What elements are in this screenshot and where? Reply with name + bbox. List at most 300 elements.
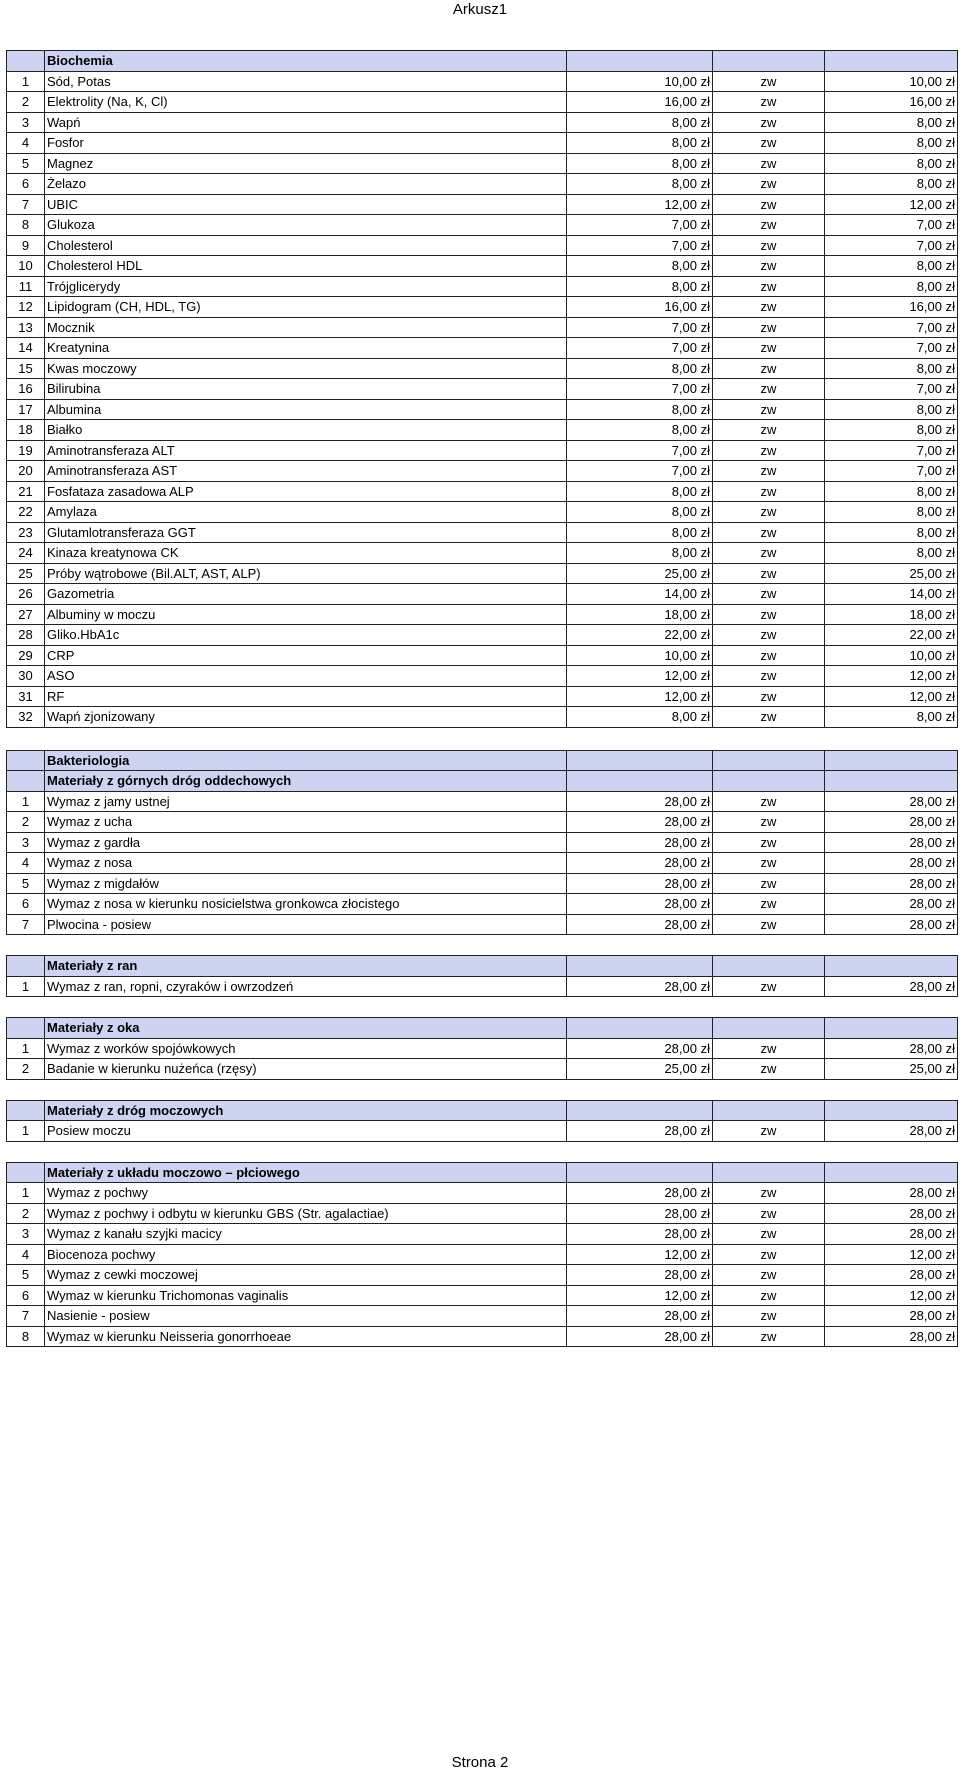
header-cell [567,771,713,792]
vat-rate: zw [713,440,825,461]
gross-price: 7,00 zł [825,317,958,338]
test-name: Żelazo [45,174,567,195]
gross-price: 8,00 zł [825,153,958,174]
test-name: Cholesterol HDL [45,256,567,277]
table-row [7,584,958,605]
vat-rate: zw [713,1244,825,1265]
row-number: 8 [7,215,45,236]
gross-price: 7,00 zł [825,338,958,359]
test-name: Fosfor [45,133,567,154]
table-row [7,686,958,707]
vat-rate: zw [713,543,825,564]
header-cell [567,1100,713,1121]
header-cell [825,1018,958,1039]
table-row [7,481,958,502]
row-number: 21 [7,481,45,502]
gross-price: 28,00 zł [825,1183,958,1204]
test-name: Wymaz z ran, ropni, czyraków i owrzodzeń [45,976,567,997]
table-row [7,461,958,482]
net-price: 8,00 zł [567,133,713,154]
net-price: 28,00 zł [567,1121,713,1142]
header-cell [825,1162,958,1183]
header-cell [713,1018,825,1039]
net-price: 28,00 zł [567,832,713,853]
gross-price: 28,00 zł [825,1306,958,1327]
gross-price: 28,00 zł [825,873,958,894]
net-price: 10,00 zł [567,645,713,666]
gross-price: 8,00 zł [825,543,958,564]
vat-rate: zw [713,174,825,195]
net-price: 8,00 zł [567,481,713,502]
table-row [7,1224,958,1245]
section-header-row [7,1162,958,1183]
vat-rate: zw [713,399,825,420]
vat-rate: zw [713,502,825,523]
gross-price: 28,00 zł [825,853,958,874]
header-cell [713,1162,825,1183]
vat-rate: zw [713,235,825,256]
table-row [7,604,958,625]
row-number: 26 [7,584,45,605]
row-number: 2 [7,1059,45,1080]
table-row [7,420,958,441]
row-number: 28 [7,625,45,646]
net-price: 28,00 zł [567,1306,713,1327]
net-price: 7,00 zł [567,379,713,400]
row-number: 2 [7,92,45,113]
test-name: Kwas moczowy [45,358,567,379]
test-name: Nasienie - posiew [45,1306,567,1327]
net-price: 28,00 zł [567,791,713,812]
gross-price: 7,00 zł [825,461,958,482]
vat-rate: zw [713,1326,825,1347]
table-row [7,133,958,154]
gross-price: 12,00 zł [825,666,958,687]
net-price: 28,00 zł [567,894,713,915]
test-name: Wapń [45,112,567,133]
test-name: Kinaza kreatynowa CK [45,543,567,564]
net-price: 7,00 zł [567,461,713,482]
table-row [7,502,958,523]
table-row [7,853,958,874]
section-table [6,1162,958,1348]
net-price: 12,00 zł [567,1244,713,1265]
gross-price: 28,00 zł [825,914,958,935]
gross-price: 28,00 zł [825,1121,958,1142]
test-name: Wymaz z jamy ustnej [45,791,567,812]
row-number: 19 [7,440,45,461]
net-price: 28,00 zł [567,873,713,894]
header-cell [825,51,958,72]
gross-price: 7,00 zł [825,379,958,400]
gross-price: 16,00 zł [825,297,958,318]
row-number: 2 [7,1203,45,1224]
net-price: 7,00 zł [567,338,713,359]
net-price: 28,00 zł [567,914,713,935]
row-number: 8 [7,1326,45,1347]
table-row [7,543,958,564]
header-cell [7,956,45,977]
table-row [7,976,958,997]
table-row [7,812,958,833]
net-price: 28,00 zł [567,1038,713,1059]
vat-rate: zw [713,1059,825,1080]
vat-rate: zw [713,317,825,338]
section-header-row [7,51,958,72]
table-row [7,1285,958,1306]
table-row [7,832,958,853]
test-name: Biocenoza pochwy [45,1244,567,1265]
table-row [7,914,958,935]
header-cell [7,750,45,771]
row-number: 30 [7,666,45,687]
vat-rate: zw [713,1285,825,1306]
row-number: 6 [7,174,45,195]
net-price: 8,00 zł [567,522,713,543]
gross-price: 7,00 zł [825,235,958,256]
net-price: 28,00 zł [567,1203,713,1224]
net-price: 8,00 zł [567,256,713,277]
table-row [7,71,958,92]
section-header-row [7,750,958,771]
vat-rate: zw [713,379,825,400]
net-price: 28,00 zł [567,1265,713,1286]
net-price: 8,00 zł [567,174,713,195]
row-number: 3 [7,832,45,853]
table-row [7,379,958,400]
table-row [7,194,958,215]
test-name: Fosfataza zasadowa ALP [45,481,567,502]
gross-price: 10,00 zł [825,71,958,92]
section-header-row [7,1018,958,1039]
net-price: 8,00 zł [567,153,713,174]
row-number: 7 [7,914,45,935]
net-price: 12,00 zł [567,666,713,687]
header-cell [567,1162,713,1183]
test-name: Cholesterol [45,235,567,256]
vat-rate: zw [713,832,825,853]
test-name: Próby wątrobowe (Bil.ALT, AST, ALP) [45,563,567,584]
gross-price: 8,00 zł [825,358,958,379]
row-number: 5 [7,873,45,894]
test-name: Aminotransferaza ALT [45,440,567,461]
test-name: Wymaz z migdałów [45,873,567,894]
gross-price: 28,00 zł [825,1265,958,1286]
row-number: 16 [7,379,45,400]
test-name: Badanie w kierunku nużeńca (rzęsy) [45,1059,567,1080]
row-number: 1 [7,1121,45,1142]
vat-rate: zw [713,276,825,297]
vat-rate: zw [713,976,825,997]
row-number: 7 [7,194,45,215]
net-price: 28,00 zł [567,1326,713,1347]
net-price: 18,00 zł [567,604,713,625]
test-name: Mocznik [45,317,567,338]
gross-price: 8,00 zł [825,481,958,502]
gross-price: 18,00 zł [825,604,958,625]
row-number: 13 [7,317,45,338]
row-number: 4 [7,1244,45,1265]
test-name: Wymaz w kierunku Trichomonas vaginalis [45,1285,567,1306]
test-name: Posiew moczu [45,1121,567,1142]
row-number: 7 [7,1306,45,1327]
vat-rate: zw [713,256,825,277]
gross-price: 14,00 zł [825,584,958,605]
vat-rate: zw [713,1203,825,1224]
gross-price: 28,00 zł [825,976,958,997]
gross-price: 7,00 zł [825,440,958,461]
net-price: 28,00 zł [567,976,713,997]
section-title: Materiały z dróg moczowych [45,1100,567,1121]
header-cell [7,51,45,72]
test-name: Albuminy w moczu [45,604,567,625]
row-number: 1 [7,1183,45,1204]
gross-price: 28,00 zł [825,894,958,915]
row-number: 14 [7,338,45,359]
row-number: 24 [7,543,45,564]
net-price: 14,00 zł [567,584,713,605]
row-number: 25 [7,563,45,584]
table-row [7,440,958,461]
table-row [7,1306,958,1327]
net-price: 28,00 zł [567,853,713,874]
row-number: 9 [7,235,45,256]
test-name: Lipidogram (CH, HDL, TG) [45,297,567,318]
vat-rate: zw [713,1121,825,1142]
row-number: 6 [7,1285,45,1306]
row-number: 29 [7,645,45,666]
section-table [6,50,958,728]
section-header-row [7,771,958,792]
row-number: 20 [7,461,45,482]
net-price: 16,00 zł [567,92,713,113]
row-number: 31 [7,686,45,707]
row-number: 1 [7,791,45,812]
table-row [7,1326,958,1347]
header-cell [825,771,958,792]
section-table [6,955,958,997]
vat-rate: zw [713,873,825,894]
test-name: Glutamlotransferaza GGT [45,522,567,543]
gross-price: 28,00 zł [825,1038,958,1059]
test-name: Wymaz z nosa w kierunku nosicielstwa gronkowca złocistego [45,894,567,915]
test-name: Glukoza [45,215,567,236]
test-name: RF [45,686,567,707]
test-name: Bilirubina [45,379,567,400]
section-header-row [7,956,958,977]
header-cell [567,956,713,977]
gross-price: 8,00 zł [825,112,958,133]
vat-rate: zw [713,812,825,833]
vat-rate: zw [713,894,825,915]
test-name: Wymaz z pochwy i odbytu w kierunku GBS (Str. agalactiae) [45,1203,567,1224]
test-name: Wapń zjonizowany [45,707,567,728]
vat-rate: zw [713,133,825,154]
header-cell [825,956,958,977]
table-row [7,1059,958,1080]
table-row [7,399,958,420]
page-footer: Strona 2 [451,1754,509,1771]
net-price: 7,00 zł [567,317,713,338]
gross-price: 28,00 zł [825,791,958,812]
test-name: Białko [45,420,567,441]
header-cell [7,771,45,792]
vat-rate: zw [713,1038,825,1059]
row-number: 3 [7,112,45,133]
vat-rate: zw [713,420,825,441]
section-title: Biochemia [45,51,567,72]
section-table [6,750,958,936]
row-number: 4 [7,133,45,154]
test-name: Kreatynina [45,338,567,359]
test-name: ASO [45,666,567,687]
table-row [7,563,958,584]
section-title: Materiały z układu moczowo – płciowego [45,1162,567,1183]
test-name: Wymaz z gardła [45,832,567,853]
net-price: 8,00 zł [567,276,713,297]
section-title: Materiały z ran [45,956,567,977]
row-number: 32 [7,707,45,728]
vat-rate: zw [713,481,825,502]
test-name: Wymaz z cewki moczowej [45,1265,567,1286]
table-row [7,1183,958,1204]
vat-rate: zw [713,645,825,666]
gross-price: 28,00 zł [825,1203,958,1224]
header-cell [567,1018,713,1039]
net-price: 12,00 zł [567,194,713,215]
gross-price: 8,00 zł [825,174,958,195]
net-price: 7,00 zł [567,440,713,461]
gross-price: 12,00 zł [825,194,958,215]
table-row [7,625,958,646]
test-name: UBIC [45,194,567,215]
header-cell [713,1100,825,1121]
net-price: 8,00 zł [567,543,713,564]
header-cell [713,956,825,977]
gross-price: 25,00 zł [825,1059,958,1080]
vat-rate: zw [713,461,825,482]
vat-rate: zw [713,522,825,543]
net-price: 7,00 zł [567,215,713,236]
vat-rate: zw [713,1224,825,1245]
header-cell [7,1162,45,1183]
net-price: 16,00 zł [567,297,713,318]
gross-price: 8,00 zł [825,276,958,297]
test-name: Wymaz z ucha [45,812,567,833]
vat-rate: zw [713,707,825,728]
table-row [7,1203,958,1224]
net-price: 10,00 zł [567,71,713,92]
vat-rate: zw [713,666,825,687]
vat-rate: zw [713,338,825,359]
table-row [7,276,958,297]
test-name: CRP [45,645,567,666]
row-number: 22 [7,502,45,523]
gross-price: 8,00 zł [825,420,958,441]
table-row [7,894,958,915]
section-table [6,1017,958,1080]
test-name: Magnez [45,153,567,174]
section-title: Materiały z górnych dróg oddechowych [45,771,567,792]
test-name: Aminotransferaza AST [45,461,567,482]
vat-rate: zw [713,584,825,605]
test-name: Elektrolity (Na, K, Cl) [45,92,567,113]
vat-rate: zw [713,358,825,379]
gross-price: 10,00 zł [825,645,958,666]
table-row [7,873,958,894]
header-cell [713,51,825,72]
vat-rate: zw [713,194,825,215]
net-price: 25,00 zł [567,1059,713,1080]
vat-rate: zw [713,1183,825,1204]
gross-price: 8,00 zł [825,399,958,420]
gross-price: 8,00 zł [825,522,958,543]
gross-price: 22,00 zł [825,625,958,646]
row-number: 6 [7,894,45,915]
row-number: 23 [7,522,45,543]
section-header-row [7,1100,958,1121]
gross-price: 25,00 zł [825,563,958,584]
row-number: 1 [7,71,45,92]
table-row [7,791,958,812]
table-row [7,297,958,318]
net-price: 8,00 zł [567,707,713,728]
row-number: 1 [7,1038,45,1059]
net-price: 8,00 zł [567,112,713,133]
test-name: Gazometria [45,584,567,605]
gross-price: 7,00 zł [825,215,958,236]
vat-rate: zw [713,686,825,707]
net-price: 8,00 zł [567,420,713,441]
row-number: 4 [7,853,45,874]
vat-rate: zw [713,92,825,113]
section-title: Bakteriologia [45,750,567,771]
gross-price: 12,00 zł [825,686,958,707]
net-price: 8,00 zł [567,399,713,420]
test-name: Albumina [45,399,567,420]
gross-price: 28,00 zł [825,812,958,833]
price-list [6,50,957,1347]
row-number: 12 [7,297,45,318]
row-number: 10 [7,256,45,277]
row-number: 17 [7,399,45,420]
test-name: Wymaz w kierunku Neisseria gonorrhoeae [45,1326,567,1347]
table-row [7,707,958,728]
row-number: 18 [7,420,45,441]
gross-price: 8,00 zł [825,256,958,277]
net-price: 22,00 zł [567,625,713,646]
table-row [7,1265,958,1286]
gross-price: 28,00 zł [825,832,958,853]
net-price: 25,00 zł [567,563,713,584]
vat-rate: zw [713,625,825,646]
row-number: 15 [7,358,45,379]
test-name: Sód, Potas [45,71,567,92]
row-number: 27 [7,604,45,625]
vat-rate: zw [713,853,825,874]
table-row [7,256,958,277]
gross-price: 12,00 zł [825,1244,958,1265]
vat-rate: zw [713,604,825,625]
row-number: 5 [7,153,45,174]
row-number: 5 [7,1265,45,1286]
table-row [7,1244,958,1265]
gross-price: 28,00 zł [825,1326,958,1347]
test-name: Trójglicerydy [45,276,567,297]
header-cell [825,1100,958,1121]
row-number: 2 [7,812,45,833]
vat-rate: zw [713,1306,825,1327]
